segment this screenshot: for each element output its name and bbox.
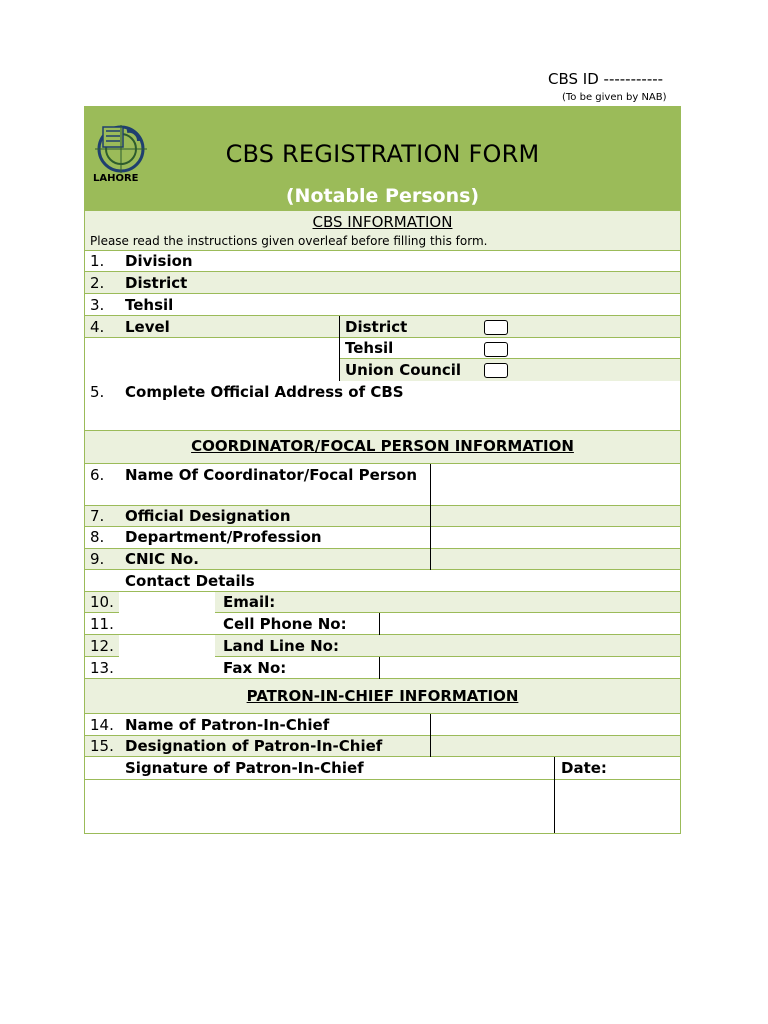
row-number: 15. xyxy=(90,737,114,755)
field-row-department[interactable] xyxy=(85,527,680,549)
logo-city-text: LAHORE xyxy=(93,173,139,184)
form-title: CBS REGISTRATION FORM xyxy=(225,140,540,168)
row-number: 5. xyxy=(90,383,105,401)
field-label: Fax No: xyxy=(223,659,287,677)
field-row-division[interactable] xyxy=(85,251,680,272)
field-row-patron-designation[interactable] xyxy=(85,736,680,757)
row-number: 13. xyxy=(90,659,114,677)
contact-details-label: Contact Details xyxy=(125,572,255,590)
row-number: 6. xyxy=(90,466,105,484)
field-label: Tehsil xyxy=(125,296,174,314)
row-number: 7. xyxy=(90,507,105,525)
cbs-info-heading: CBS INFORMATION xyxy=(312,213,453,231)
field-label: Designation of Patron-In-Chief xyxy=(125,737,383,755)
registration-form xyxy=(84,106,681,834)
field-row-cell-phone[interactable] xyxy=(85,613,680,635)
row-number: 2. xyxy=(90,274,105,292)
date-label: Date: xyxy=(561,759,607,777)
cbs-id-note: (To be given by NAB) xyxy=(562,92,667,103)
field-row-coordinator-name[interactable] xyxy=(85,464,680,506)
level-option-district: District xyxy=(345,318,408,336)
signature-area[interactable] xyxy=(85,780,680,833)
row-number: 12. xyxy=(90,637,114,655)
row-number: 14. xyxy=(90,716,114,734)
row-number: 1. xyxy=(90,252,105,270)
signature-row xyxy=(85,757,680,780)
row-number: 9. xyxy=(90,550,105,568)
level-option-tehsil: Tehsil xyxy=(345,339,394,357)
contact-details-row xyxy=(85,570,680,592)
field-label: Official Designation xyxy=(125,507,291,525)
signature-label: Signature of Patron-In-Chief xyxy=(125,759,364,777)
field-label: Department/Profession xyxy=(125,528,322,546)
level-district-checkbox[interactable] xyxy=(484,320,508,335)
field-row-email[interactable] xyxy=(85,592,680,613)
field-label: Land Line No: xyxy=(223,637,339,655)
row-number: 10. xyxy=(90,593,114,611)
row-number: 3. xyxy=(90,296,105,314)
field-label: Complete Official Address of CBS xyxy=(125,383,404,401)
field-row-fax[interactable] xyxy=(85,657,680,679)
patron-section xyxy=(85,679,680,714)
level-option-union-council: Union Council xyxy=(345,361,462,379)
field-row-designation[interactable] xyxy=(85,506,680,527)
field-row-tehsil[interactable] xyxy=(85,294,680,316)
field-label: Cell Phone No: xyxy=(223,615,347,633)
cbs-info-instruction: Please read the instructions given overleaf before filling this form. xyxy=(90,234,488,248)
field-row-patron-name[interactable] xyxy=(85,714,680,736)
field-label: Division xyxy=(125,252,193,270)
level-union-council-checkbox[interactable] xyxy=(484,363,508,378)
level-block xyxy=(85,316,680,381)
field-label: Level xyxy=(125,318,170,336)
field-row-cnic[interactable] xyxy=(85,549,680,570)
cbs-info-section xyxy=(85,211,680,251)
field-label: Email: xyxy=(223,593,276,611)
form-header xyxy=(85,107,680,211)
coordinator-section xyxy=(85,431,680,464)
row-number: 4. xyxy=(90,318,105,336)
field-row-land-line[interactable] xyxy=(85,635,680,657)
coordinator-heading: COORDINATOR/FOCAL PERSON INFORMATION xyxy=(191,437,574,455)
form-subtitle: (Notable Persons) xyxy=(285,185,480,207)
field-row-district[interactable] xyxy=(85,272,680,294)
field-label: CNIC No. xyxy=(125,550,199,568)
field-label: Name Of Coordinator/Focal Person xyxy=(125,466,418,484)
field-label: Name of Patron-In-Chief xyxy=(125,716,330,734)
level-tehsil-checkbox[interactable] xyxy=(484,342,508,357)
row-number: 11. xyxy=(90,615,114,633)
cbs-id-label: CBS ID ----------- xyxy=(548,70,664,88)
field-label: District xyxy=(125,274,188,292)
row-number: 8. xyxy=(90,528,105,546)
patron-heading: PATRON-IN-CHIEF INFORMATION xyxy=(246,687,519,705)
field-row-address[interactable] xyxy=(85,381,680,431)
